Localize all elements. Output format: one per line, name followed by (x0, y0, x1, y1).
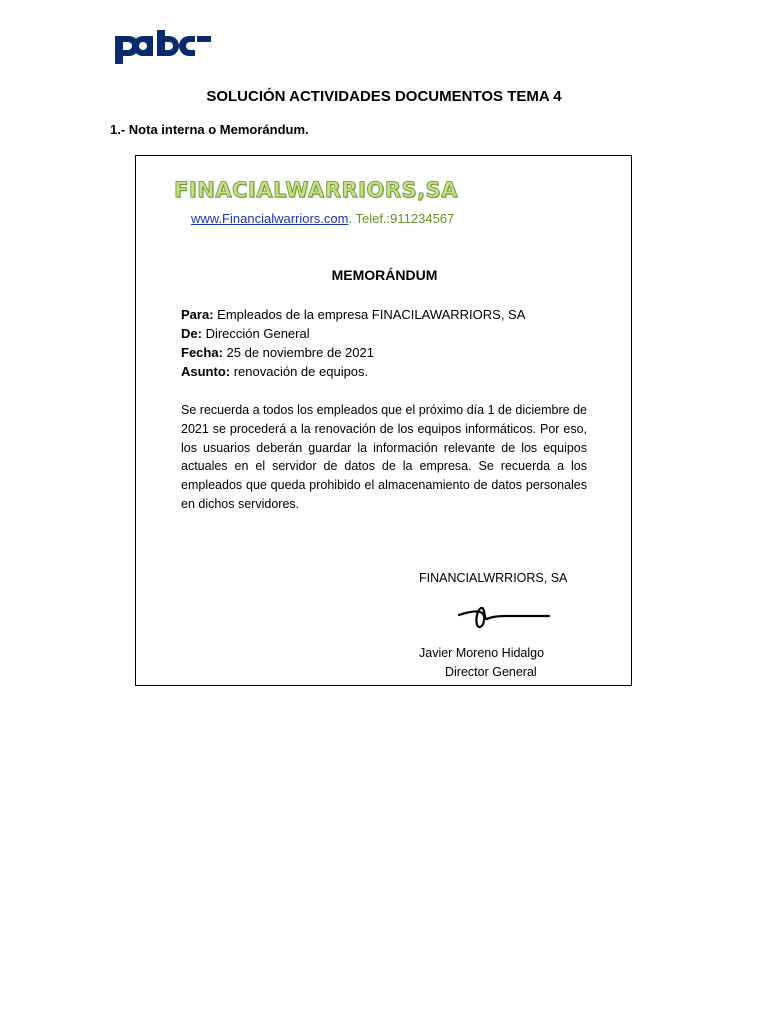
handwritten-signature (456, 602, 551, 632)
memo-box (135, 155, 632, 686)
field-fecha (181, 345, 374, 360)
field-label: Para: (181, 307, 214, 322)
contact-line (191, 211, 454, 226)
document-title: SOLUCIÓN ACTIVIDADES DOCUMENTOS TEMA 4 (206, 88, 562, 105)
field-label: Asunto: (181, 364, 231, 379)
field-value: Empleados de la empresa FINACILAWARRIORS, SA (213, 307, 526, 322)
signer-role: Director General (445, 665, 537, 679)
website-link[interactable]: www.Financialwarriors.com (191, 211, 349, 226)
signature-company: FINANCIALWRRIORS, SA (419, 571, 568, 585)
section-heading: 1.- Nota interna o Memorándum. (110, 122, 309, 137)
field-value: renovación de equipos. (230, 364, 369, 379)
field-asunto (181, 364, 368, 379)
phone-text: . Telef.:911234567 (348, 211, 455, 226)
company-name: FINACIALWARRIORS,SA (174, 178, 458, 202)
field-value: 25 de noviembre de 2021 (222, 345, 374, 360)
field-value: Dirección General (201, 326, 310, 341)
field-label: De: (181, 326, 202, 341)
field-de (181, 326, 310, 341)
memo-body: Se recuerda a todos los empleados que el próximo día 1 de diciembre de 2021 se procederá a la renovación de los equipos informáticos. Por eso, los usuarios deberán guardar la información relevante de los equipos actuales en el servidor de datos de la empresa. Se recuerda a los empleados que queda prohibido el almacenamiento de datos personales en dichos servidores. (181, 403, 587, 511)
memo-title: MEMORÁNDUM (331, 267, 438, 283)
signer-name: Javier Moreno Hidalgo (419, 646, 545, 660)
field-para (181, 307, 525, 322)
pabc-logo (113, 30, 213, 66)
field-label: Fecha: (181, 345, 223, 360)
